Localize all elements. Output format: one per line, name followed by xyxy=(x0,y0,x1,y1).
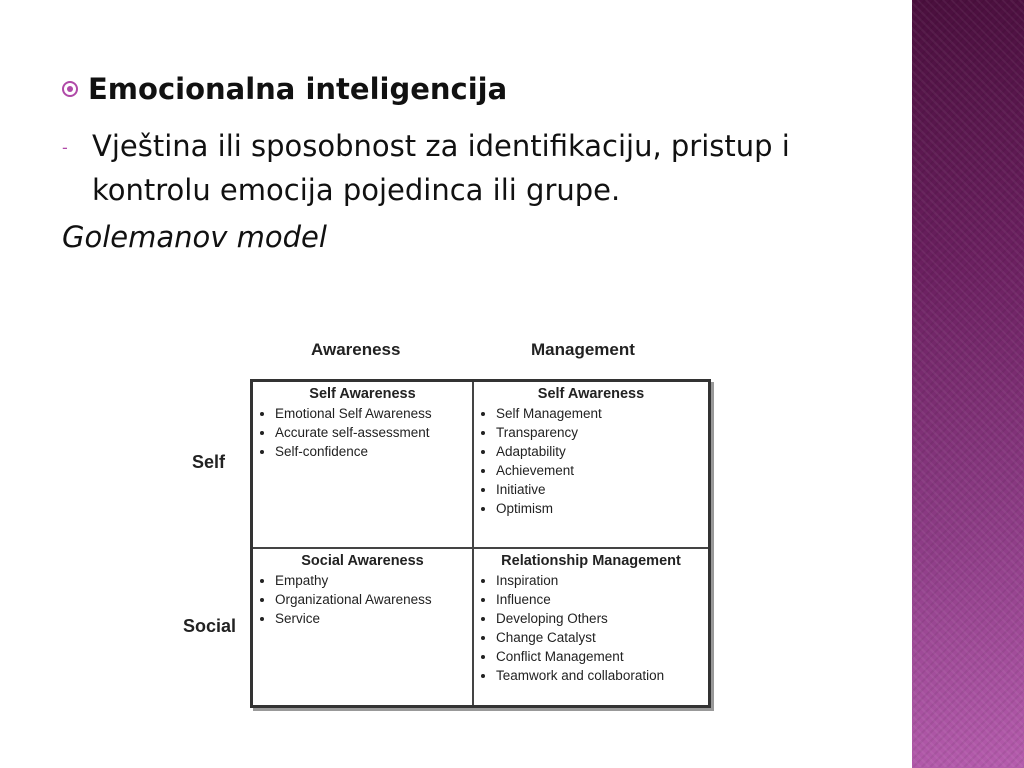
list-item: • Transparency xyxy=(496,423,702,442)
decorative-side-band xyxy=(912,0,1024,768)
list-item: • Self-confidence xyxy=(275,442,466,461)
list-item: • Self Management xyxy=(496,404,702,423)
cell-self-management xyxy=(474,382,708,549)
bullet-heading xyxy=(62,72,507,106)
cell-title: Relationship Management xyxy=(501,553,681,569)
dash-bullet xyxy=(62,124,892,212)
list-item: • Teamwork and collaboration xyxy=(496,666,702,685)
cell-relationship-management xyxy=(474,549,708,705)
list-item: • Influence xyxy=(496,590,702,609)
list-item: • Adaptability xyxy=(496,442,702,461)
list-item: • Conflict Management xyxy=(496,647,702,666)
model-title: Golemanov model xyxy=(62,220,327,254)
col-header-awareness: Awareness xyxy=(311,340,401,359)
cell-title: Self Awareness xyxy=(309,386,416,402)
list-item: • Emotional Self Awareness xyxy=(275,404,466,423)
list-item: • Developing Others xyxy=(496,609,702,628)
list-item: • Service xyxy=(275,609,466,628)
row-header-self: Self xyxy=(192,452,226,472)
list-item: • Optimism xyxy=(496,499,702,518)
cell-self-awareness xyxy=(253,382,474,549)
list-item: • Accurate self-assessment xyxy=(275,423,466,442)
row-header-social: Social xyxy=(183,616,237,636)
col-header-management: Management xyxy=(531,340,635,359)
list-item: • Achievement xyxy=(496,461,702,480)
cell-title: Social Awareness xyxy=(301,553,424,569)
goleman-model-grid xyxy=(250,379,711,708)
dash-bullet-text: Vještina ili sposobnost za identifikaciju, pristup i kontrolu emocija pojedinca ili grupe. xyxy=(92,129,790,207)
list-item: • Initiative xyxy=(496,480,702,499)
list-item: • Organizational Awareness xyxy=(275,590,466,609)
circle-bullet-icon xyxy=(62,81,78,97)
cell-title: Self Awareness xyxy=(537,386,645,402)
cell-social-awareness xyxy=(253,549,474,705)
dash-bullet-icon: - xyxy=(62,138,68,157)
list-item: • Change Catalyst xyxy=(496,628,702,647)
bullet-heading-text: Emocionalna inteligencija xyxy=(88,72,508,106)
list-item: • Inspiration xyxy=(496,571,702,590)
list-item: • Empathy xyxy=(275,571,466,590)
